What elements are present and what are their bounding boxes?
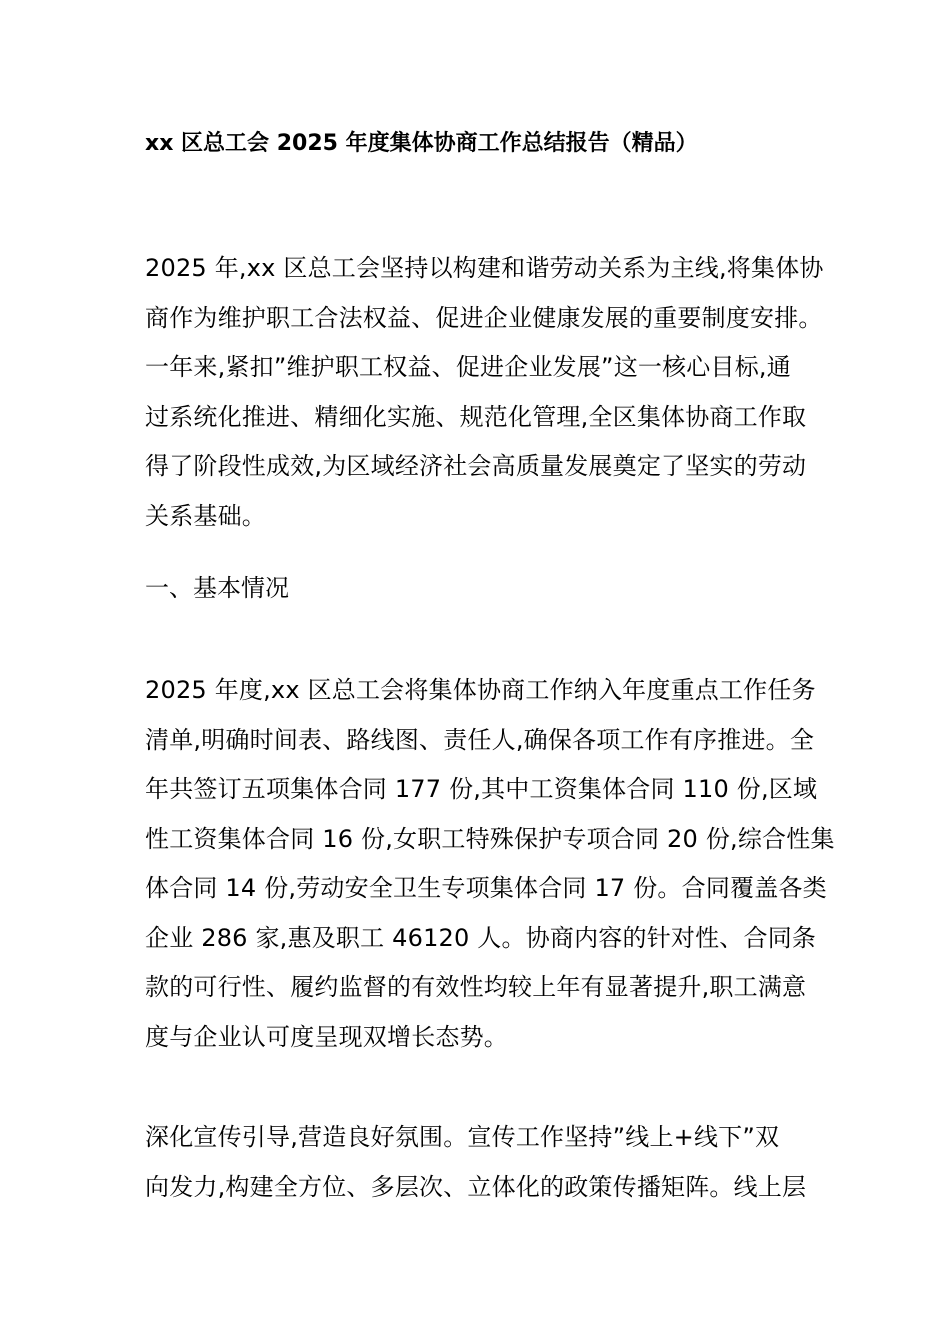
paragraph-line: 款的可行性、履约监督的有效性均较上年有显著提升,职工满意 <box>145 973 807 1001</box>
intro-paragraph <box>145 244 825 541</box>
paragraph-line: 深化宣传引导,营造良好氛围。宣传工作坚持”线上+线下”双 <box>145 1123 780 1151</box>
paragraph-line: 关系基础。 <box>145 501 266 530</box>
paragraph-line: 性工资集体合同 16 份,女职工特殊保护专项合同 20 份,综合性集 <box>145 824 835 853</box>
basic-situation-paragraph <box>145 666 835 1062</box>
paragraph-line: 度与企业认可度呈现双增长态势。 <box>145 1022 508 1051</box>
paragraph-line: 向发力,构建全方位、多层次、立体化的政策传播矩阵。线上层 <box>145 1172 807 1201</box>
paragraph-line: 过系统化推进、精细化实施、规范化管理,全区集体协商工作取 <box>145 402 807 431</box>
paragraph-line: 2025 年,xx 区总工会坚持以构建和谐劳动关系为主线,将集体协 <box>145 254 824 282</box>
section-heading: 一、基本情况 <box>145 574 289 602</box>
paragraph-line: 2025 年度,xx 区总工会将集体协商工作纳入年度重点工作任务 <box>145 676 816 704</box>
paragraph-line: 年共签订五项集体合同 177 份,其中工资集体合同 110 份,区域 <box>145 775 818 803</box>
paragraph-line: 商作为维护职工合法权益、促进企业健康发展的重要制度安排。 <box>145 303 823 332</box>
document-title: xx 区总工会 2025 年度集体协商工作总结报告（精品） <box>145 131 698 156</box>
paragraph-line: 得了阶段性成效,为区域经济社会高质量发展奠定了坚实的劳动 <box>145 452 807 480</box>
paragraph-line: 一年来,紧扣”维护职工权益、促进企业发展”这一核心目标,通 <box>145 353 791 381</box>
paragraph-line: 清单,明确时间表、路线图、责任人,确保各项工作有序推进。全 <box>145 725 815 754</box>
publicity-paragraph <box>145 1113 825 1212</box>
paragraph-line: 企业 286 家,惠及职工 46120 人。协商内容的针对性、合同条 <box>145 923 817 952</box>
paragraph-line: 体合同 14 份,劳动安全卫生专项集体合同 17 份。合同覆盖各类 <box>145 874 827 902</box>
